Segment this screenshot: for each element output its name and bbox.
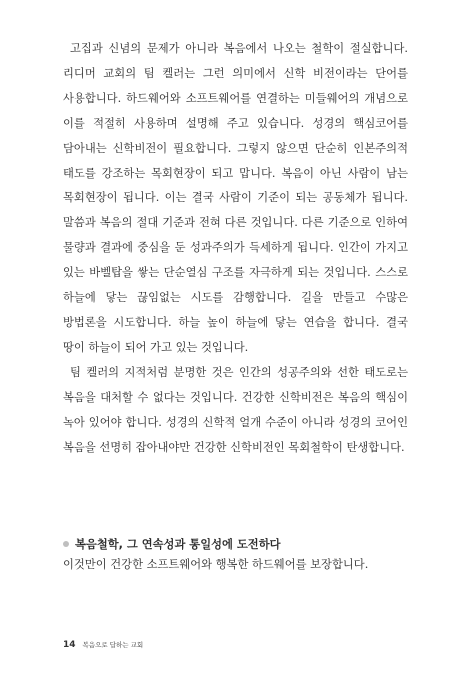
section-heading — [63, 536, 408, 552]
bullet-icon — [63, 541, 69, 547]
body-text — [63, 37, 408, 460]
paragraph-2: 팀 켈러의 지적처럼 분명한 것은 인간의 성공주의와 선한 태도로는 복음을 대처할 수 없다는 것입니다. 건강한 신학비전은 복음의 핵심이 녹아 있어야 합니다. 성경의 신학적 얼개 수준이 아니라 성경의 코어인 복음을 선명히 잡아내야만 건강한 신학비전인 목회철학이 탄생합니다. — [63, 365, 408, 454]
running-title: 복음으로 답하는 교회 — [82, 641, 144, 649]
page-number: 14 — [63, 640, 76, 650]
section-text: 이것만이 건강한 소프트웨어와 행복한 하드웨어를 보장합니다. — [63, 558, 369, 571]
page-footer — [63, 640, 143, 650]
paragraph-1: 고집과 신념의 문제가 아니라 복음에서 나오는 철학이 절실합니다. 리디머 교회의 팀 켈러는 그런 의미에서 신학 비전이라는 단어를 사용합니다. 하드웨어와 소프트웨어를 연결하는 미들웨어의 개념으로 이를 적절히 사용하며 설명해 주고 있습니다. 성경의 핵심코어를 담아내는 신학비전이 필요합니다. 그렇지 않으면 단순히 인본주의적 태도를 강조하는 목회현장이 되고 맙니다. 복음이 아닌 사람이 남는 목회현장이 됩니다. 이는 결국 사람이 기준이 되는 공동체가 됩니다. 말씀과 복음의 절대 기준과 전혀 다른 것입니다. 다른 기준으로 인하여 물량과 결과에 중심을 둔 성과주의가 득세하게 됩니다. 인간이 가지고 있는 바벨탑을 쌓는 단순열심 구조를 자극하게 되는 것입니다. 스스로 하늘에 닿는 끊임없는 시도를 감행합니다. 길을 만들고 수많은 방법론을 시도합니다. 하늘 높이 하늘에 닿는 연습을 합니다. 결국 땅이 하늘이 되어 가고 있는 것입니다. — [63, 42, 408, 354]
section-heading-text: 복음철학, 그 연속성과 통일성에 도전하다 — [75, 538, 281, 551]
